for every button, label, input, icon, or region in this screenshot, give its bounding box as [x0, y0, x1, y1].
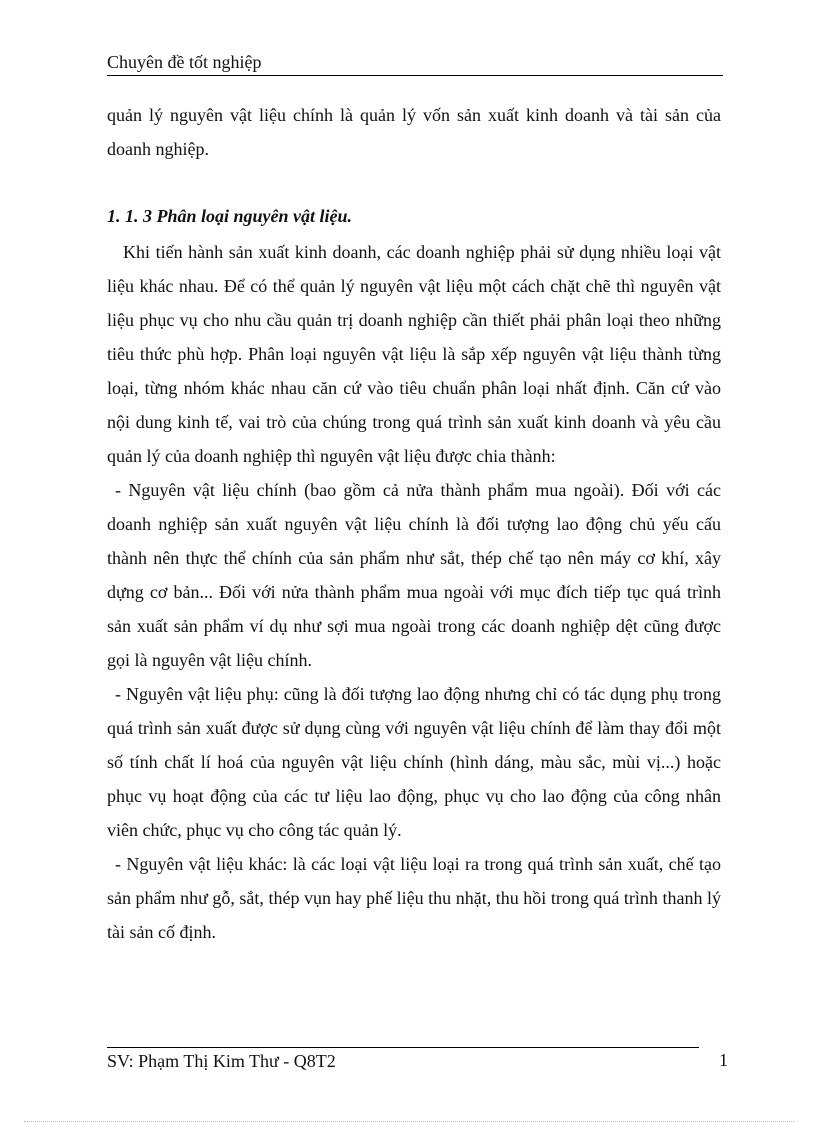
section-heading: 1. 1. 3 Phân loại nguyên vật liệu. — [107, 206, 353, 226]
intro-paragraph: quản lý nguyên vật liệu chính là quản lý vốn sản xuất kinh doanh và tài sản của doanh nghiệp. — [107, 105, 721, 159]
footer-divider — [107, 1047, 699, 1048]
page-number: 1 — [719, 1050, 728, 1070]
paragraph-other-materials: - Nguyên vật liệu khác: là các loại vật liệu loại ra trong quá trình sản xuất, chế tạo sản phẩm như gỗ, sắt, thép vụn hay phế liệu thu nhặt, thu hồi trong quá trình thanh lý tài sản cố định. — [107, 854, 721, 942]
paragraph-main-materials: - Nguyên vật liệu chính (bao gồm cả nửa thành phẩm mua ngoài). Đối với các doanh nghiệp sản xuất nguyên vật liệu chính là đối tượng lao động chủ yếu cấu thành nên thực thể chính của sản phẩm như sắt, thép chế tạo nên máy cơ khí, xây dựng cơ bản... Đối với nửa thành phẩm mua ngoài với mục đích tiếp tục quá trình sản xuất sản phẩm ví dụ như sợi mua ngoài trong các doanh nghiệp dệt cũng được gọi là nguyên vật liệu chính. — [107, 480, 721, 670]
footer-author: SV: Phạm Thị Kim Thư - Q8T2 — [107, 1051, 336, 1071]
paragraph-classification-intro: Khi tiến hành sản xuất kinh doanh, các doanh nghiệp phải sử dụng nhiều loại vật liệu khác nhau. Để có thể quản lý nguyên vật liệu một cách chặt chẽ thì nguyên vật liệu phục vụ cho nhu cầu quản trị doanh nghiệp cần thiết phải phân loại theo những tiêu thức phù hợp. Phân loại nguyên vật liệu là sắp xếp nguyên vật liệu thành từng loại, từng nhóm khác nhau căn cứ vào tiêu chuẩn phân loại nhất định. Căn cứ vào nội dung kinh tế, vai trò của chúng trong quá trình sản xuất kinh doanh và yêu cầu quản lý của doanh nghiệp thì nguyên vật liệu được chia thành: — [107, 242, 721, 466]
header-divider — [107, 75, 723, 76]
main-body — [107, 235, 721, 949]
page-header-title: Chuyên đề tốt nghiệp — [107, 52, 262, 72]
paragraph-auxiliary-materials: - Nguyên vật liệu phụ: cũng là đối tượng lao động nhưng chỉ có tác dụng phụ trong quá trình sản xuất được sử dụng cùng với nguyên vật liệu chính để làm thay đổi một số tính chất lí hoá của nguyên vật liệu chính (hình dáng, màu sắc, mùi vị...) hoặc phục vụ hoạt động của các tư liệu lao động, phục vụ cho lao động của công nhân viên chức, phục vụ cho công tác quản lý. — [107, 684, 721, 840]
page-bottom-dotted-border — [24, 1121, 794, 1122]
